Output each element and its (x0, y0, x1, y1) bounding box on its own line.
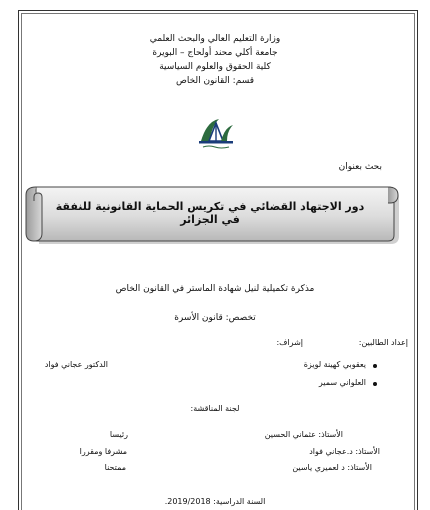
committee-member-1-role: رئيسا (109, 430, 128, 439)
committee-label: لجنة المناقشة: (190, 404, 240, 413)
faculty-line: كلية الحقوق والعلوم السياسية (159, 62, 271, 72)
student-name-2: العلواني سمير (318, 378, 366, 387)
student-bullet-2 (373, 382, 377, 386)
supervision-label: إشراف: (276, 338, 303, 347)
committee-member-3-role: ممتحنا (104, 463, 126, 472)
committee-member-1-name: الأستاذ: عثماني الحسين (264, 430, 343, 439)
committee-member-3-name: الأستاذ: د لعميري ياسين (292, 463, 372, 472)
students-label: إعداد الطالبين: (358, 338, 408, 347)
department-line: قسم: القانون الخاص (175, 76, 255, 86)
university-line: جامعة أكلي محند أولحاج – البويرة (152, 48, 278, 58)
university-emblem-icon (195, 115, 237, 151)
student-bullet-1 (373, 364, 377, 368)
institution-header (0, 32, 430, 88)
academic-year: السنة الدراسية: 2019/2018. (164, 497, 266, 506)
research-label: بحث بعنوان (338, 162, 382, 172)
thesis-note: مذكرة تكميلية لنيل شهادة الماستر في القانون الخاص (115, 284, 315, 294)
specialty: تخصص: قانون الأسرة (174, 313, 256, 323)
committee-member-2-name: الأستاذ: د.عجاني فواد (309, 447, 380, 456)
committee-member-2-role: مشرفا ومقررا (79, 447, 127, 456)
supervisor-name: الدكتور عجاني فواد (44, 360, 108, 369)
thesis-title: دور الاجتهاد القضائي في تكريس الحماية القانونية للنفقة في الجزائر (55, 200, 365, 226)
ministry-line: وزارة التعليم العالي والبحث العلمي (149, 34, 281, 44)
student-name-1: يعقوبي كهينة لويزة (303, 360, 366, 369)
